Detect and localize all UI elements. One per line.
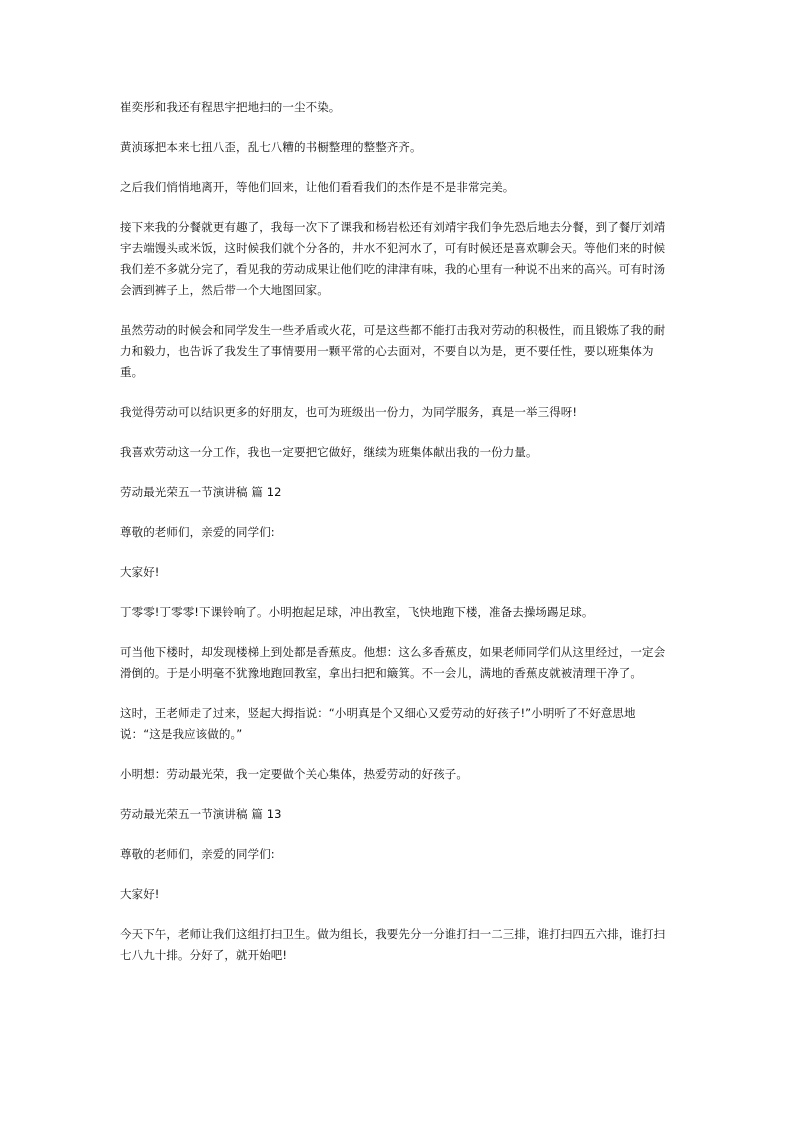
paragraph: 之后我们悄悄地离开，等他们回来，让他们看看我们的杰作是不是非常完美。 (120, 180, 515, 194)
paragraph: 我觉得劳动可以结识更多的好朋友，也可为班级出一份力，为同学服务，真是一举三得呀! (120, 405, 578, 419)
greeting: 大家好! (120, 565, 160, 579)
greeting: 大家好! (120, 887, 160, 901)
paragraph: 我喜欢劳动这一分工作，我也一定要把它做好，继续为班集体献出我的一份力量。 (120, 445, 538, 459)
document-body (120, 97, 676, 985)
paragraph: 小明想：劳动最光荣，我一定要做个关心集体，热爱劳动的好孩子。 (120, 767, 468, 781)
paragraph: 这时，王老师走了过来，竖起大拇指说：“小明真是个又细心又爱劳动的好孩子!”小明听了不好意思地说：“这是我应该做的。” (120, 706, 636, 741)
paragraph: 崔奕彤和我还有程思宇把地扫的一尘不染。 (120, 100, 341, 114)
salutation: 尊敬的老师们，亲爱的同学们: (120, 847, 275, 861)
paragraph: 虽然劳动的时候会和同学发生一些矛盾或火花，可是这些都不能打击我对劳动的积极性，而且锻炼了我的耐力和毅力，也告诉了我发生了事情要用一颗平常的心去面对，不要自以为是，更不要任性，要以班集体为重。 (120, 323, 666, 379)
salutation: 尊敬的老师们，亲爱的同学们: (120, 525, 275, 539)
section-heading: 劳动最光荣五一节演讲稿 篇 12 (120, 485, 282, 499)
paragraph: 今天下午，老师让我们这组打扫卫生。做为组长，我要先分一分谁打扫一二三排，谁打扫四五六排，谁打扫七八九十排。分好了，就开始吧! (120, 927, 666, 962)
paragraph: 接下来我的分餐就更有趣了，我每一次下了课我和杨岩松还有刘靖宇我们争先恐后地去分餐，到了餐厅刘靖宇去端馒头或米饭，这时候我们就个分各的，井水不犯河水了，可有时候还是喜欢聊会天。等他们来的时候我们差不多就分完了，看见我的劳动成果让他们吃的津津有味，我的心里有一种说不出来的高兴。可有时汤会洒到裤子上，然后带一个大地图回家。 (120, 220, 666, 297)
paragraph: 可当他下楼时，却发现楼梯上到处都是香蕉皮。他想：这么多香蕉皮，如果老师同学们从这里经过，一定会滑倒的。于是小明毫不犹豫地跑回教室，拿出扫把和簸箕。不一会儿，满地的香蕉皮就被清理干净了。 (120, 645, 666, 680)
paragraph: 丁零零!丁零零!下课铃响了。小明抱起足球，冲出教室，飞快地跑下楼，准备去操场踢足球。 (120, 605, 594, 619)
paragraph: 黄浈琢把本来七扭八歪，乱七八糟的书橱整理的整整齐齐。 (120, 140, 422, 154)
section-heading: 劳动最光荣五一节演讲稿 篇 13 (120, 807, 282, 821)
